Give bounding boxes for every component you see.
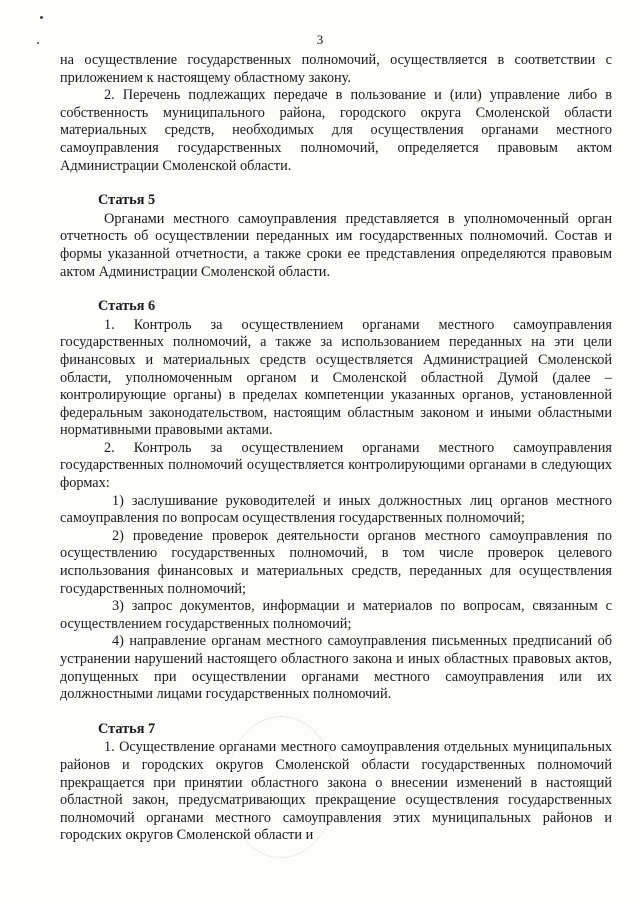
article-heading: Статья 5 xyxy=(98,192,156,209)
scan-speck xyxy=(37,42,39,44)
document-body xyxy=(60,52,612,845)
paragraph: на осуществление государственных полномочий, осуществляется в соответствии с приложением к настоящему областному закону. xyxy=(60,52,612,86)
paragraph: 1. Контроль за осуществлением органами местного самоуправления государственных полномочий, а также за использованием переданных на эти цели финансовых и материальных средств осуществляется Администрацией Смоленской области, уполномоченным органом и Смоленской областной Думой (далее – контролирующие органы) в пределах компетенции указанных органов, установленной федеральным законодательством, настоящим областным законом и иными областными нормативными правовыми актами. xyxy=(60,316,612,439)
article-heading: Статья 6 xyxy=(98,298,156,315)
article-heading: Статья 7 xyxy=(98,720,156,737)
paragraph: 1. Осуществление органами местного самоуправления отдельных муниципальных районов и городских округов Смоленской области государственных полномочий прекращается при принятии областного закона о внесении изменений в настоящий областной закон, предусматривающих прекращение осуществления государственных полномочий органами местного самоуправления этих муниципальных районов и городских округов Смоленской области и xyxy=(60,739,612,844)
list-item: 1) заслушивание руководителей и иных должностных лиц органов местного самоуправления по вопросам осуществления государственных полномочий; xyxy=(60,492,612,527)
paragraph: Органами местного самоуправления представляется в уполномоченный орган отчетность об осуществлении переданных им государственных полномочий. Состав и формы указанной отчетности, а также сроки ее представления определяются правовым актом Администрации Смоленской области. xyxy=(60,210,612,280)
paragraph: 2. Контроль за осуществлением органами местного самоуправления государственных полномочий осуществляется контролирующими органами в следующих формах: xyxy=(60,439,612,492)
paragraph: 2. Перечень подлежащих передаче в пользование и (или) управление либо в собственность муниципального района, городского округа Смоленской области материальных средств, необходимых для осуществления органами местного самоуправления государственных полномочий, определяется правовым актом Администрации Смоленской области. xyxy=(60,87,612,174)
list-item: 4) направление органам местного самоуправления письменных предписаний об устранении нарушений настоящего областного закона и иных областных правовых актов, допущенных при осуществлении органами местного самоуправления или их должностными лицами государственных полномочий. xyxy=(60,633,612,703)
list-item: 2) проведение проверок деятельности органов местного самоуправления по осуществлению государственных полномочий, в том числе проверок целевого использования финансовых и материальных средств, переданных для осуществления государственных полномочий; xyxy=(60,527,612,597)
list-item: 3) запрос документов, информации и материалов по вопросам, связанным с осуществлением государственных полномочий; xyxy=(60,598,612,632)
page-number: 3 xyxy=(316,32,324,47)
scan-speck xyxy=(40,16,43,19)
